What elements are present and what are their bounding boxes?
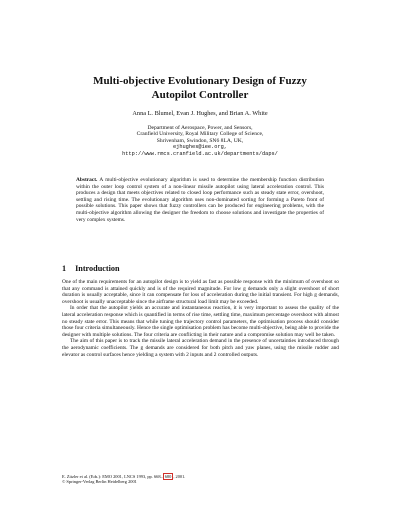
- paragraph-1: One of the main requirements for an autopilot design is to yield as fast as possible response with the minimum of overshoot so that any command is attained quickly and is of the required magnitude. For low g demands only a slight overshoot of short duration is usually acceptable, since it can compensate for loss of acceleration during the initial transient. For high g demands, overshoot is usually unacceptable since the airframe structural load limit may be exceeded.: [62, 279, 339, 305]
- title-line-2: Autopilot Controller: [151, 89, 249, 101]
- page-end-link[interactable]: 680: [164, 474, 172, 479]
- section-heading: [62, 264, 120, 273]
- email: ejhughes@iee.org,: [172, 144, 228, 151]
- affiliation-line-3: Shrivenham, Swindon, SN6 8LA, UK,: [156, 137, 244, 144]
- section-title: Introduction: [75, 264, 120, 273]
- introduction-body: [62, 279, 339, 358]
- footer-year: , 2001.: [173, 474, 186, 479]
- authors: Anna L. Blumel, Evan J. Hughes, and Brian A. White: [132, 110, 268, 117]
- affiliation: [60, 125, 340, 157]
- copyright-notice: © Springer-Verlag Berlin Heidelberg 2001: [62, 479, 137, 485]
- paragraph-3: The aim of this paper is to track the missile lateral acceleration demand in the presence of uncertainties introduced through the aerodynamic coefficients. The g demands are considered for both pitch and yaw planes, using the missile rudder and elevator as control surfaces hence yielding a system with 2 inputs and 2 controlled outputs.: [62, 338, 339, 358]
- footer-citation-text: E. Zitzler et al. (Eds.): EMO 2001, LNCS 1993, pp. 668–: [62, 474, 163, 479]
- affiliation-line-2: Cranfield University, Royal Military College of Science,: [136, 131, 264, 138]
- abstract-label: Abstract.: [76, 177, 98, 183]
- abstract-text: A multi-objective evolutionary algorithm is used to determine the membership function distribution within the outer loop control system of a non-linear missile autopilot using lateral acceleration control. This produces a design that meets objectives related to closed loop performance such as steady state error, overshoot, settling and rising time. The evolutionary algorithm uses non-dominated sorting for forming a Pareto front of possible solutions. This paper shows that fuzzy controllers can be produced for engineering problems, with the multi-objective algorithm allowing the designer the freedom to choose solutions and investigate the properties of very complex systems.: [76, 177, 324, 223]
- title-line-1: Multi-objective Evolutionary Design of Fuzzy: [93, 75, 307, 87]
- affiliation-line-1: Department of Aerospace, Power, and Sensors,: [147, 125, 253, 131]
- abstract: [76, 177, 324, 223]
- department-url[interactable]: http://www.rmcs.cranfield.ac.uk/departments/daps/: [122, 150, 278, 157]
- section-number: 1: [62, 264, 67, 273]
- publication-footer: [62, 474, 339, 484]
- paragraph-2: In order that the autopilot yields an accurate and instantaneous reaction, it is very important to assess the quality of the lateral acceleration response which is quantified in terms of rise time, settling time, maximum percentage overshoot with almost no steady state error. This means that while tuning the trajectory control parameters, the optimisation process should consider those four criteria simultaneously. Hence the single optimisation problem has become multi-objective, being able to provide the designer with multiple solutions. The four criteria are conflicting in their nature and a compromise solution may well be taken.: [62, 305, 339, 338]
- paper-title: [60, 74, 340, 102]
